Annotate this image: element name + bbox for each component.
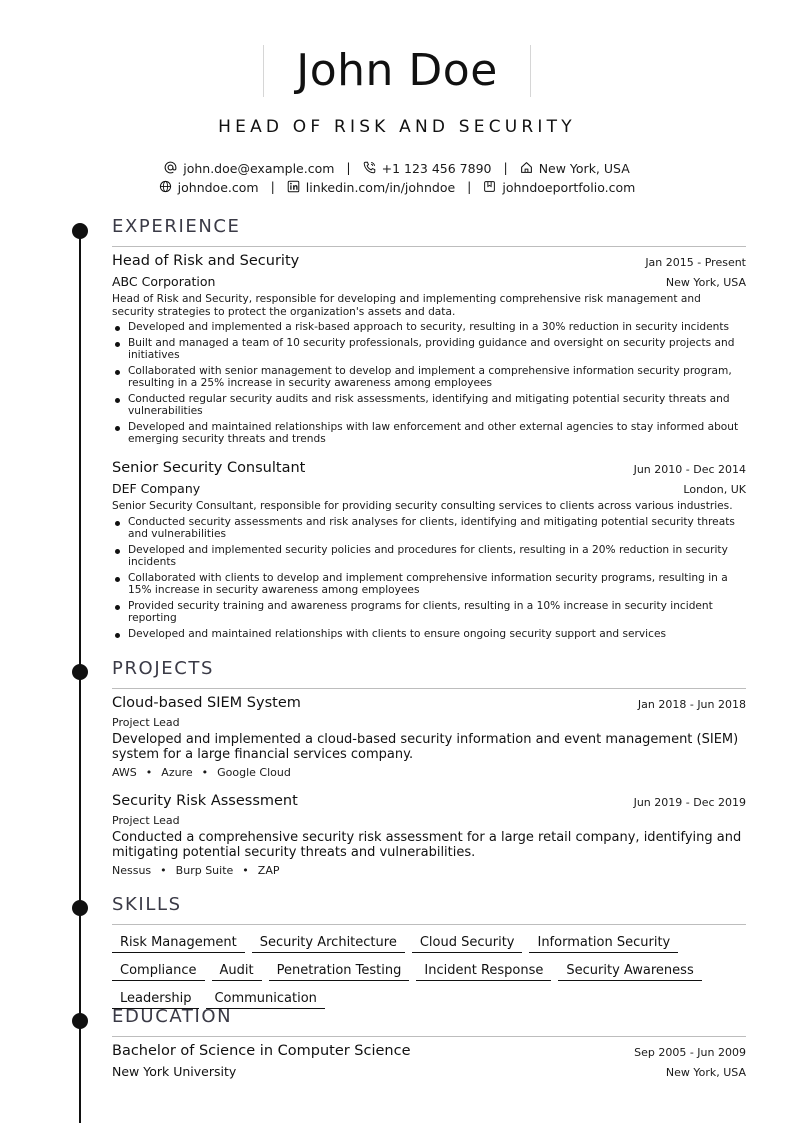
list-item: Built and managed a team of 10 security professionals, providing guidance and oversight on security projects and initiatives	[112, 337, 746, 361]
experience-heading: EXPERIENCE	[112, 216, 241, 237]
linkedin-text: linkedin.com/in/johndoe	[305, 180, 456, 195]
timeline-dot	[72, 223, 88, 239]
contact-row-1	[0, 160, 794, 177]
skill-tag: Penetration Testing	[269, 964, 410, 981]
job-bullets	[112, 516, 746, 644]
education-dates: Sep 2005 - Jun 2009	[634, 1046, 746, 1059]
portfolio-icon	[483, 180, 496, 196]
job-title: Head of Risk and Security	[112, 253, 300, 269]
tool-tag: AWS	[112, 766, 137, 779]
degree-name: Bachelor of Science in Computer Science	[112, 1043, 411, 1059]
website-text: johndoe.com	[177, 180, 259, 195]
name-block	[263, 45, 531, 97]
skill-tag: Incident Response	[416, 964, 551, 981]
separator: |	[503, 160, 508, 175]
skill-tag: Compliance	[112, 964, 205, 981]
timeline-dot	[72, 664, 88, 680]
list-item: Collaborated with clients to develop and implement comprehensive information security programs, resulting in a 15% increase in security awareness among employees	[112, 572, 746, 596]
project-role: Project Lead	[112, 814, 180, 827]
project-tools	[112, 766, 291, 779]
separator: |	[467, 179, 472, 194]
linkedin-contact[interactable]	[287, 180, 455, 196]
list-item: Conducted regular security audits and risk assessments, identifying and mitigating potential security threats and vulnerabilities	[112, 393, 746, 417]
project-name: Cloud-based SIEM System	[112, 695, 301, 711]
skills-heading: SKILLS	[112, 894, 182, 915]
tool-tag: • Google Cloud	[193, 766, 291, 779]
contact-row-2	[0, 179, 794, 196]
skill-tag: Leadership	[112, 992, 199, 1009]
list-item: Conducted security assessments and risk analyses for clients, identifying and mitigating potential security threats and vulnerabilities	[112, 516, 746, 540]
separator: |	[346, 160, 351, 175]
tool-tag: Nessus	[112, 864, 152, 877]
skill-tag: Information Security	[529, 936, 678, 953]
tool-tag: • Azure	[137, 766, 193, 779]
timeline-dot	[72, 1013, 88, 1029]
project-role: Project Lead	[112, 716, 180, 729]
job-location: New York, USA	[665, 276, 746, 289]
project-dates: Jun 2019 - Dec 2019	[633, 796, 746, 809]
skill-tag: Risk Management	[112, 936, 245, 953]
skill-tag: Cloud Security	[412, 936, 523, 953]
skill-tag: Security Awareness	[558, 964, 701, 981]
project-description: Conducted a comprehensive security risk assessment for a large retail company, identifying and mitigating potential security threats and vulnerabilities.	[112, 830, 742, 860]
section-divider	[112, 1036, 746, 1037]
portfolio-contact[interactable]	[483, 180, 635, 196]
list-item: Provided security training and awareness programs for clients, resulting in a 10% increase in security incident reporting	[112, 600, 746, 624]
job-dates: Jan 2015 - Present	[645, 256, 746, 269]
company-name: DEF Company	[112, 481, 201, 496]
skill-tag: Audit	[212, 964, 262, 981]
project-dates: Jan 2018 - Jun 2018	[637, 698, 746, 711]
phone-icon	[363, 161, 376, 177]
list-item: Collaborated with senior management to develop and implement a comprehensive information security program, resulting in a 25% increase in security awareness among employees	[112, 365, 746, 389]
section-divider	[112, 688, 746, 689]
location-text: New York, USA	[538, 161, 630, 176]
at-icon	[164, 161, 177, 177]
skills-list	[112, 931, 746, 1015]
candidate-name: John Doe	[296, 45, 498, 96]
website-contact[interactable]	[159, 180, 259, 196]
section-divider	[112, 246, 746, 247]
skill-tag: Security Architecture	[252, 936, 405, 953]
email-contact[interactable]	[164, 161, 334, 177]
home-icon	[520, 161, 533, 177]
list-item: Developed and maintained relationships with clients to ensure ongoing security support and services	[112, 628, 746, 640]
list-item: Developed and implemented security policies and procedures for clients, resulting in a 20% reduction in security incidents	[112, 544, 746, 568]
school-location: New York, USA	[665, 1066, 746, 1079]
section-divider	[112, 924, 746, 925]
list-item: Developed and implemented a risk-based approach to security, resulting in a 30% reduction in security incidents	[112, 321, 746, 333]
tool-tag: • Burp Suite	[151, 864, 233, 877]
company-name: ABC Corporation	[112, 274, 216, 289]
skill-tag: Communication	[206, 992, 324, 1009]
location-contact	[520, 161, 630, 177]
education-heading: EDUCATION	[112, 1006, 233, 1027]
project-name: Security Risk Assessment	[112, 793, 298, 809]
project-description: Developed and implemented a cloud-based security information and event management (SIEM) system for a large financial services company.	[112, 732, 739, 762]
job-bullets	[112, 321, 746, 449]
job-dates: Jun 2010 - Dec 2014	[633, 463, 746, 476]
projects-heading: PROJECTS	[112, 658, 215, 679]
linkedin-icon	[287, 180, 300, 196]
school-name: New York University	[112, 1064, 237, 1079]
job-summary: Head of Risk and Security, responsible for developing and implementing comprehensive risk management and security strategies to protect the organization's assets and data.	[112, 293, 701, 318]
list-item: Developed and maintained relationships with law enforcement and other external agencies to stay informed about emerging security threats and trends	[112, 421, 746, 445]
job-location: London, UK	[683, 483, 746, 496]
email-text: john.doe@example.com	[183, 161, 335, 176]
job-summary: Senior Security Consultant, responsible for providing security consulting services to clients across various industries.	[112, 500, 733, 512]
project-tools	[112, 864, 280, 877]
separator: |	[270, 179, 275, 194]
phone-text: +1 123 456 7890	[381, 161, 492, 176]
portfolio-text: johndoeportfolio.com	[502, 180, 636, 195]
timeline-dot	[72, 900, 88, 916]
candidate-title: HEAD OF RISK AND SECURITY	[218, 117, 576, 137]
job-title: Senior Security Consultant	[112, 460, 306, 476]
tool-tag: • ZAP	[233, 864, 279, 877]
globe-icon	[159, 180, 172, 196]
phone-contact[interactable]	[363, 161, 492, 177]
